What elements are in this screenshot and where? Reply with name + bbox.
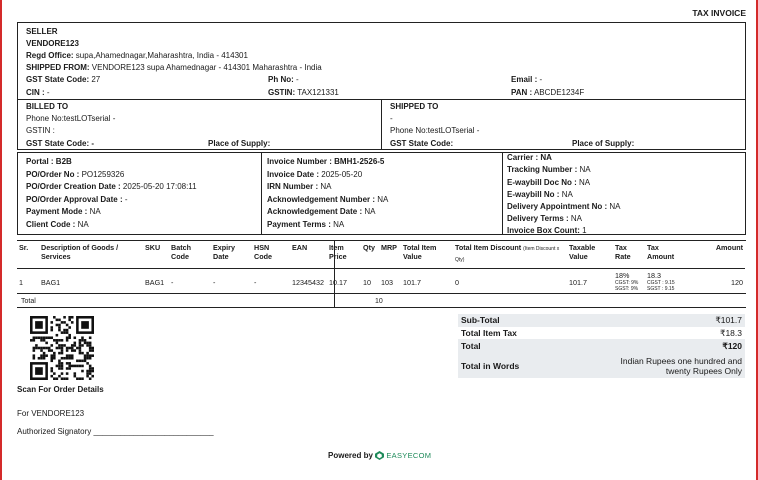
cell-tax-amount: 18.3 CGST : 9.15 SGST : 9.15 xyxy=(647,271,675,292)
regd-office: Regd Office: supa,Ahamednagar,Maharashtra, India - 414301 xyxy=(26,51,248,60)
col-tax-amount: Tax Amount xyxy=(645,240,687,269)
irn-number: IRN Number : NA xyxy=(267,182,332,191)
invoice-box-count: Invoice Box Count: 1 xyxy=(507,226,587,235)
seller-heading: SELLER xyxy=(26,27,58,36)
cell-batch: - xyxy=(171,278,174,287)
ewaybill-doc-no: E-waybill Doc No : NA xyxy=(507,178,591,187)
brand-name: EASYECOM xyxy=(386,451,432,460)
billed-place-of-supply: Place of Supply: xyxy=(208,139,271,148)
qr-code-icon xyxy=(30,316,94,380)
col-discount: Total Item Discount (Item Discount x Qty) xyxy=(453,240,567,269)
authorized-signatory: Authorized Signatory ___________________________ xyxy=(17,427,214,436)
shipped-place-of-supply: Place of Supply: xyxy=(572,139,635,148)
col-ean: EAN xyxy=(290,240,327,269)
cell-amount: 120 xyxy=(731,278,743,287)
delivery-terms: Delivery Terms : NA xyxy=(507,214,583,223)
subtotal-row: Sub-Total ₹101.7 xyxy=(458,314,745,327)
po-creation-date: PO/Order Creation Date : 2025-05-20 17:08:11 xyxy=(26,182,197,191)
cell-expiry: - xyxy=(213,278,216,287)
col-hsn: HSN Code xyxy=(252,240,290,269)
powered-by: Powered by EASYECOM xyxy=(328,451,432,460)
seller-phone: Ph No: - xyxy=(268,75,299,84)
col-expiry: Expiry Date xyxy=(211,240,252,269)
col-taxable: Taxable Value xyxy=(567,240,613,269)
billed-gst-state: GST State Code: - xyxy=(26,139,95,148)
document-title: TAX INVOICE xyxy=(692,8,746,18)
portal: Portal : B2B xyxy=(26,157,72,166)
cell-description: BAG1 xyxy=(41,278,61,287)
seller-cin: CIN : - xyxy=(26,88,50,97)
payment-mode: Payment Mode : NA xyxy=(26,207,101,216)
divider xyxy=(381,99,382,150)
client-code: Client Code : NA xyxy=(26,220,89,229)
tracking-number: Tracking Number : NA xyxy=(507,165,591,174)
col-total-value: Total Item Value xyxy=(401,240,453,269)
items-table xyxy=(17,240,745,294)
po-approval-date: PO/Order Approval Date : - xyxy=(26,195,128,204)
qr-caption: Scan For Order Details xyxy=(17,385,104,394)
payment-terms: Payment Terms : NA xyxy=(267,220,345,229)
total-tax-row: Total Item Tax ₹18.3 xyxy=(461,328,742,338)
col-tax-rate: Tax Rate xyxy=(613,240,645,269)
carrier: Carrier : NA xyxy=(507,153,552,162)
divider xyxy=(502,152,503,235)
items-header-row xyxy=(17,240,745,269)
cell-sku: BAG1 xyxy=(145,278,165,287)
cell-mrp: 103 xyxy=(381,278,393,287)
seller-gst-state: GST State Code: 27 xyxy=(26,75,101,84)
seller-gstin: GSTIN: TAX121331 xyxy=(268,88,339,97)
col-sr: Sr. xyxy=(17,240,39,269)
billed-gstin: GSTIN : xyxy=(26,126,55,135)
col-qty: Qty xyxy=(361,240,379,269)
divider xyxy=(17,293,746,294)
cell-qty: 10 xyxy=(363,278,371,287)
col-amount: Amount xyxy=(687,240,745,269)
divider xyxy=(261,152,262,235)
for-vendor: For VENDORE123 xyxy=(17,409,85,418)
col-sku: SKU xyxy=(143,240,169,269)
col-description: Description of Goods / Services xyxy=(39,240,143,269)
col-batch: Batch Code xyxy=(169,240,211,269)
divider xyxy=(17,307,746,308)
cell-item-price: 10.17 xyxy=(329,278,347,287)
col-mrp: MRP xyxy=(379,240,401,269)
easyecom-logo-icon xyxy=(375,451,384,460)
billed-phone: Phone No:testLOTserial - xyxy=(26,114,116,123)
seller-pan: PAN : ABCDE1234F xyxy=(511,88,585,97)
ack-date: Acknowledgement Date : NA xyxy=(267,207,376,216)
po-number: PO/Order No : PO1259326 xyxy=(26,170,125,179)
cell-discount: 0 xyxy=(455,278,459,287)
shipped-dash: - xyxy=(390,114,393,123)
cell-ean: 12345432 xyxy=(292,278,324,287)
shipped-phone: Phone No:testLOTserial - xyxy=(390,126,480,135)
invoice-number: Invoice Number : BMH1-2526-5 xyxy=(267,157,385,166)
seller-email: Email : - xyxy=(511,75,543,84)
ewaybill-no: E-waybill No : NA xyxy=(507,190,573,199)
seller-name: VENDORE123 xyxy=(26,39,79,48)
page-border-left xyxy=(0,0,2,480)
billed-to-heading: BILLED TO xyxy=(26,102,69,111)
cell-sr: 1 xyxy=(19,278,23,287)
cell-taxable: 101.7 xyxy=(569,278,587,287)
grand-total-row: Total ₹120 xyxy=(458,339,745,353)
total-in-words-row: Total in Words Indian Rupees one hundred and twenty Rupees Only xyxy=(458,353,745,378)
delivery-appointment: Delivery Appointment No : NA xyxy=(507,202,621,211)
total-label: Total xyxy=(21,298,36,305)
ack-number: Acknowledgement Number : NA xyxy=(267,195,389,204)
shipped-from: SHIPPED FROM: VENDORE123 supa Ahamednagar - 414301 Maharashtra - India xyxy=(26,63,322,72)
col-item-price: Item Price xyxy=(327,240,361,269)
total-qty: 10 xyxy=(375,298,383,305)
cell-hsn: - xyxy=(254,278,257,287)
invoice-date: Invoice Date : 2025-05-20 xyxy=(267,170,363,179)
shipped-gst-state: GST State Code: xyxy=(390,139,454,148)
shipped-to-heading: SHIPPED TO xyxy=(390,102,439,111)
cell-total-value: 101.7 xyxy=(403,278,421,287)
cell-tax-rate: 18% CGST: 9% SGST: 9% xyxy=(615,271,639,292)
table-row xyxy=(17,269,745,295)
